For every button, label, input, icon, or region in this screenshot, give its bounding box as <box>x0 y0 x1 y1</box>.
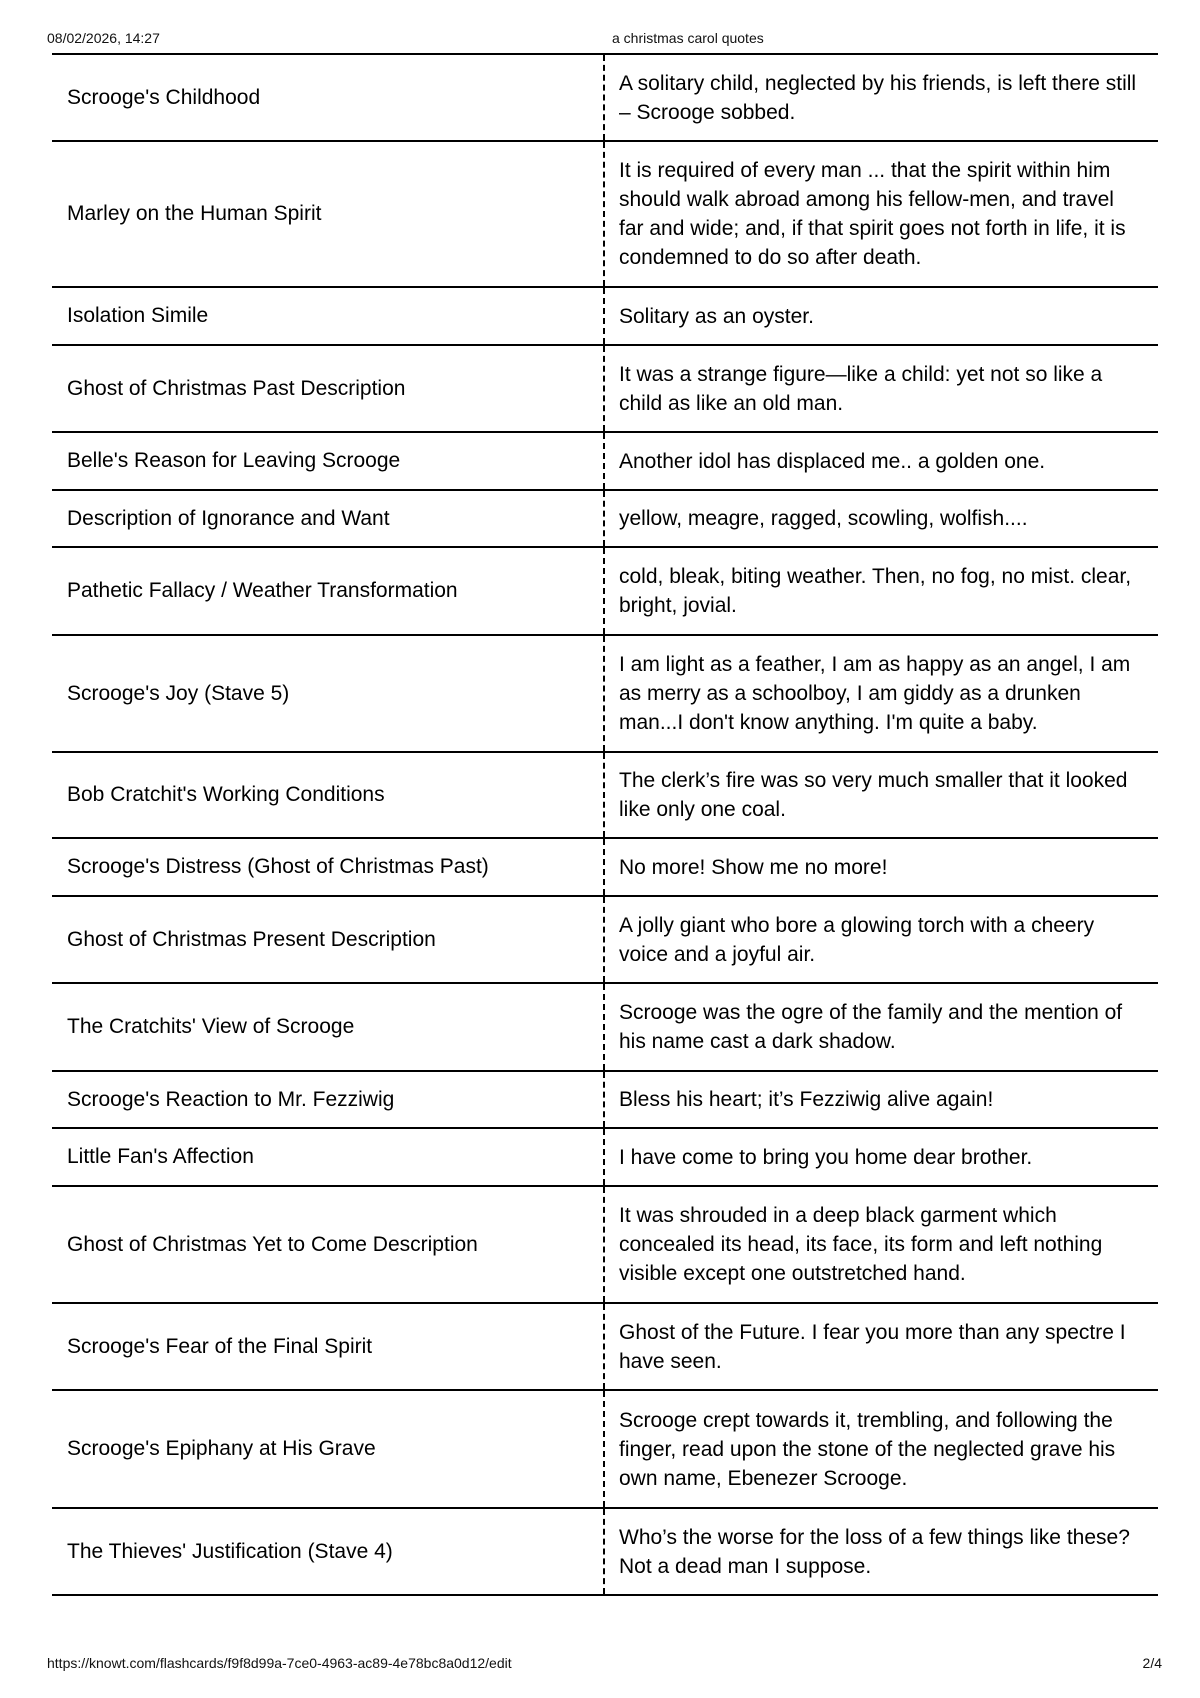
flashcard-row <box>52 433 1158 491</box>
flashcard-definition: Who’s the worse for the loss of a few things like these? Not a dead man I suppose. <box>619 1525 1130 1578</box>
flashcard-row <box>52 1187 1158 1304</box>
flashcard-term: Bob Cratchit's Working Conditions <box>52 753 605 837</box>
flashcard-definition: Another idol has displaced me.. a golden one. <box>619 449 1046 473</box>
page-url: https://knowt.com/flashcards/f9f8d99a-7ce0-4963-ac89-4e78bc8a0d12/edit <box>47 1655 512 1671</box>
flashcard-row <box>52 1304 1158 1391</box>
flashcard-definition: Scrooge was the ogre of the family and the mention of his name cast a dark shadow. <box>619 1001 1123 1053</box>
flashcard-definition: No more! Show me no more! <box>619 855 888 879</box>
flashcard-definition: It is required of every man ... that the spirit within him should walk abroad among his fellow-men, and travel far and wide; and, if that spirit goes not forth in life, it is condemned to do so after death. <box>619 159 1126 269</box>
document-title: a christmas carol quotes <box>612 30 764 46</box>
flashcard-term: Marley on the Human Spirit <box>52 142 605 286</box>
flashcard-term: The Thieves' Justification (Stave 4) <box>52 1509 605 1594</box>
flashcard-term: Ghost of Christmas Past Description <box>52 346 605 431</box>
flashcard-definition: cold, bleak, biting weather. Then, no fog, no mist. clear, bright, jovial. <box>619 565 1132 617</box>
flashcard-row <box>52 753 1158 839</box>
flashcard-row <box>52 1072 1158 1129</box>
flashcard-definition: I am light as a feather, I am as happy as an angel, I am as merry as a schoolboy, I am giddy as a drunken man...I don't know anything. I'm quite a baby. <box>619 653 1131 734</box>
flashcard-row <box>52 548 1158 636</box>
flashcard-row <box>52 1391 1158 1509</box>
flashcard-term: Scrooge's Epiphany at His Grave <box>52 1391 605 1507</box>
flashcard-definition: Ghost of the Future. I fear you more than any spectre I have seen. <box>619 1320 1126 1373</box>
flashcard-definition: Solitary as an oyster. <box>619 304 814 328</box>
flashcard-definition: It was a strange figure—like a child: yet not so like a child as like an old man. <box>619 362 1103 415</box>
flashcard-row <box>52 55 1158 142</box>
flashcard-term: The Cratchits' View of Scrooge <box>52 984 605 1070</box>
print-datetime: 08/02/2026, 14:27 <box>47 30 160 46</box>
flashcard-definition: Scrooge crept towards it, trembling, and following the finger, read upon the stone of the neglected grave his own name, Ebenezer Scrooge. <box>619 1408 1116 1490</box>
page-number: 2/4 <box>1142 1655 1162 1671</box>
flashcard-term: Ghost of Christmas Present Description <box>52 897 605 982</box>
flashcard-row <box>52 491 1158 548</box>
flashcard-table <box>52 53 1158 1596</box>
flashcard-row <box>52 1129 1158 1187</box>
flashcard-row <box>52 897 1158 984</box>
flashcard-term: Pathetic Fallacy / Weather Transformation <box>52 548 605 634</box>
flashcard-row <box>52 839 1158 897</box>
flashcard-term: Ghost of Christmas Yet to Come Description <box>52 1187 605 1302</box>
flashcard-definition: It was shrouded in a deep black garment which concealed its head, its face, its form and left nothing visible except one outstretched hand. <box>619 1204 1103 1285</box>
flashcard-definition: A jolly giant who bore a glowing torch with a cheery voice and a joyful air. <box>619 913 1095 966</box>
flashcard-term: Belle's Reason for Leaving Scrooge <box>52 433 605 489</box>
flashcard-row <box>52 346 1158 433</box>
flashcard-definition: The clerk’s fire was so very much smaller that it looked like only one coal. <box>619 769 1128 821</box>
flashcard-term: Isolation Simile <box>52 288 605 344</box>
flashcard-term: Scrooge's Childhood <box>52 55 605 140</box>
flashcard-row <box>52 984 1158 1072</box>
flashcard-term: Scrooge's Distress (Ghost of Christmas Past) <box>52 839 605 895</box>
flashcard-row <box>52 288 1158 346</box>
flashcard-term: Description of Ignorance and Want <box>52 491 605 546</box>
flashcard-term: Scrooge's Reaction to Mr. Fezziwig <box>52 1072 605 1127</box>
flashcard-definition: A solitary child, neglected by his friends, is left there still – Scrooge sobbed. <box>619 71 1137 124</box>
flashcard-term: Little Fan's Affection <box>52 1129 605 1185</box>
flashcard-definition: Bless his heart; it’s Fezziwig alive again! <box>619 1088 994 1111</box>
flashcard-definition: I have come to bring you home dear brother. <box>619 1145 1033 1169</box>
flashcard-term: Scrooge's Fear of the Final Spirit <box>52 1304 605 1389</box>
flashcard-row <box>52 142 1158 288</box>
flashcard-term: Scrooge's Joy (Stave 5) <box>52 636 605 751</box>
flashcard-row <box>52 636 1158 753</box>
flashcard-definition: yellow, meagre, ragged, scowling, wolfish.... <box>619 507 1028 530</box>
flashcard-row <box>52 1509 1158 1596</box>
